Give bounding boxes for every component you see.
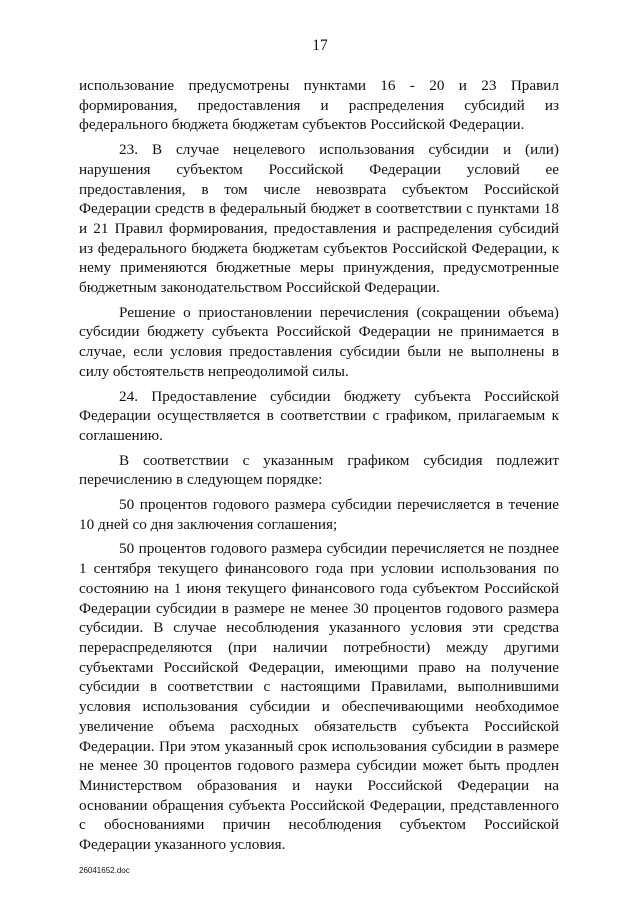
paragraph-second-tranche: 50 процентов годового размера субсидии перечисляется не позднее 1 сентября текущего финансового года при условии использования по состоянию на 1 июня текущего финансового года субъектом Российской Федерации субсидии в размере не менее 30 процентов годового размера субсидии. В случае несоблюдения указанного условия эти средства перераспределяются (при наличии потребности) между другими субъектами Российской Федерации, имеющими право на получение субсидии в соответствии с настоящими Правилами, выполнившими условия использования субсидии и обеспечивающими необходимое увеличение объема расходных обязательств субъекта Российской Федерации. При этом указанный срок использования субсидии в размере не менее 30 процентов годового размера субсидии может быть продлен Министерством образования и науки Российской Федерации на основании обращения субъекта Российской Федерации, представленного с обоснованиями причин несоблюдения субъектом Российской Федерации указанного условия. xyxy=(79,540,559,854)
page-number: 17 xyxy=(312,37,328,54)
paragraph-transfer-order: В соответствии с указанным графиком субсидия подлежит перечислению в следующем порядке: xyxy=(79,451,559,489)
document-body xyxy=(79,76,559,855)
paragraph-item-24: 24. Предоставление субсидии бюджету субъекта Российской Федерации осуществляется в соответствии с графиком, прилагаемым к соглашению. xyxy=(79,387,559,444)
paragraph-continuation: использование предусмотрены пунктами 16 - 20 и 23 Правил формирования, предоставления и распределения субсидий из федерального бюджета бюджетам субъектов Российской Федерации. xyxy=(79,77,559,134)
footer-file-code: 26041652.doc xyxy=(79,866,130,875)
paragraph-item-23: 23. В случае нецелевого использования субсидии и (или) нарушения субъектом Российской Федерации условий ее предоставления, в том числе невозврата субъектом Российской Федерации средств в федеральный бюджет в соответствии с пунктами 18 и 21 Правил формирования, предоставления и распределения субсидий из федерального бюджета бюджетам субъектов Российской Федерации, к нему применяются бюджетные меры принуждения, предусмотренные бюджетным законодательством Российской Федерации. xyxy=(79,141,559,297)
paragraph-first-tranche: 50 процентов годового размера субсидии перечисляется в течение 10 дней со дня заключения соглашения; xyxy=(79,496,559,533)
paragraph-suspension-decision: Решение о приостановлении перечисления (сокращении объема) субсидии бюджету субъекта Российской Федерации не принимается в случае, если условия предоставления субсидии были не выполнены в силу обстоятельств непреодолимой силы. xyxy=(79,303,559,380)
